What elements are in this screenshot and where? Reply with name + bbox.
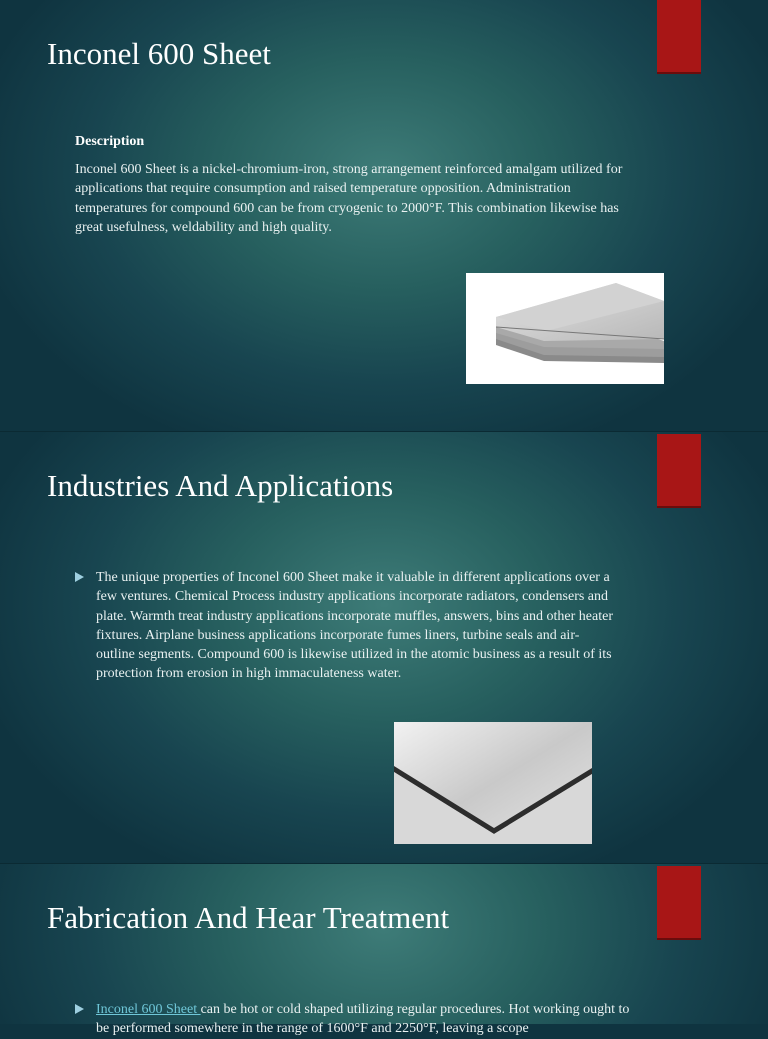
slide-fabrication <box>0 864 768 1037</box>
slide-description <box>0 0 768 432</box>
slide-title: Inconel 600 Sheet <box>47 36 271 71</box>
description-body: Inconel 600 Sheet is a nickel-chromium-iron, strong arrangement reinforced amalgam utilized for applications that require consumption and raised temperature opposition. Administration temperatures for compound 600 can be from cryogenic to 2000°F. This combination likewise has great usefulness, weldability and high quality. <box>75 162 623 236</box>
bullet-text: The unique properties of Inconel 600 Sheet make it valuable in different applications over a few ventures. Chemical Process industry applications incorporate radiators, condensers and plate. Warmth treat industry applications incorporate muffles, answers, bins and other heater fixtures. Airplane business applications incorporate fumes liners, turbine seals and air-outline segments. Compound 600 is likewise utilized in the atomic business as a result of its protection from erosion in high immaculateness water. <box>96 570 613 682</box>
accent-bar <box>657 434 701 508</box>
bullet-continuation: can be hot or cold shaped utilizing regular procedures. Hot working ought to be performed somewhere in the range of 1600°F and 2250°F, leaving a scope <box>96 1002 630 1037</box>
triangle-bullet-icon <box>75 1004 84 1014</box>
description-heading: Description <box>75 134 145 149</box>
slide-title: Fabrication And Hear Treatment <box>47 900 450 935</box>
inconel-600-sheet-link[interactable]: Inconel 600 Sheet <box>96 1002 201 1017</box>
list-item <box>75 1000 635 1039</box>
slide-industries <box>0 432 768 864</box>
bullet-text <box>96 1000 635 1039</box>
triangle-bullet-icon <box>75 572 84 582</box>
list-item <box>75 568 615 684</box>
metal-plate-photo <box>394 722 592 844</box>
stacked-sheets-photo <box>466 273 664 384</box>
accent-bar <box>657 0 701 74</box>
accent-bar <box>657 866 701 940</box>
slide-title: Industries And Applications <box>47 468 394 503</box>
